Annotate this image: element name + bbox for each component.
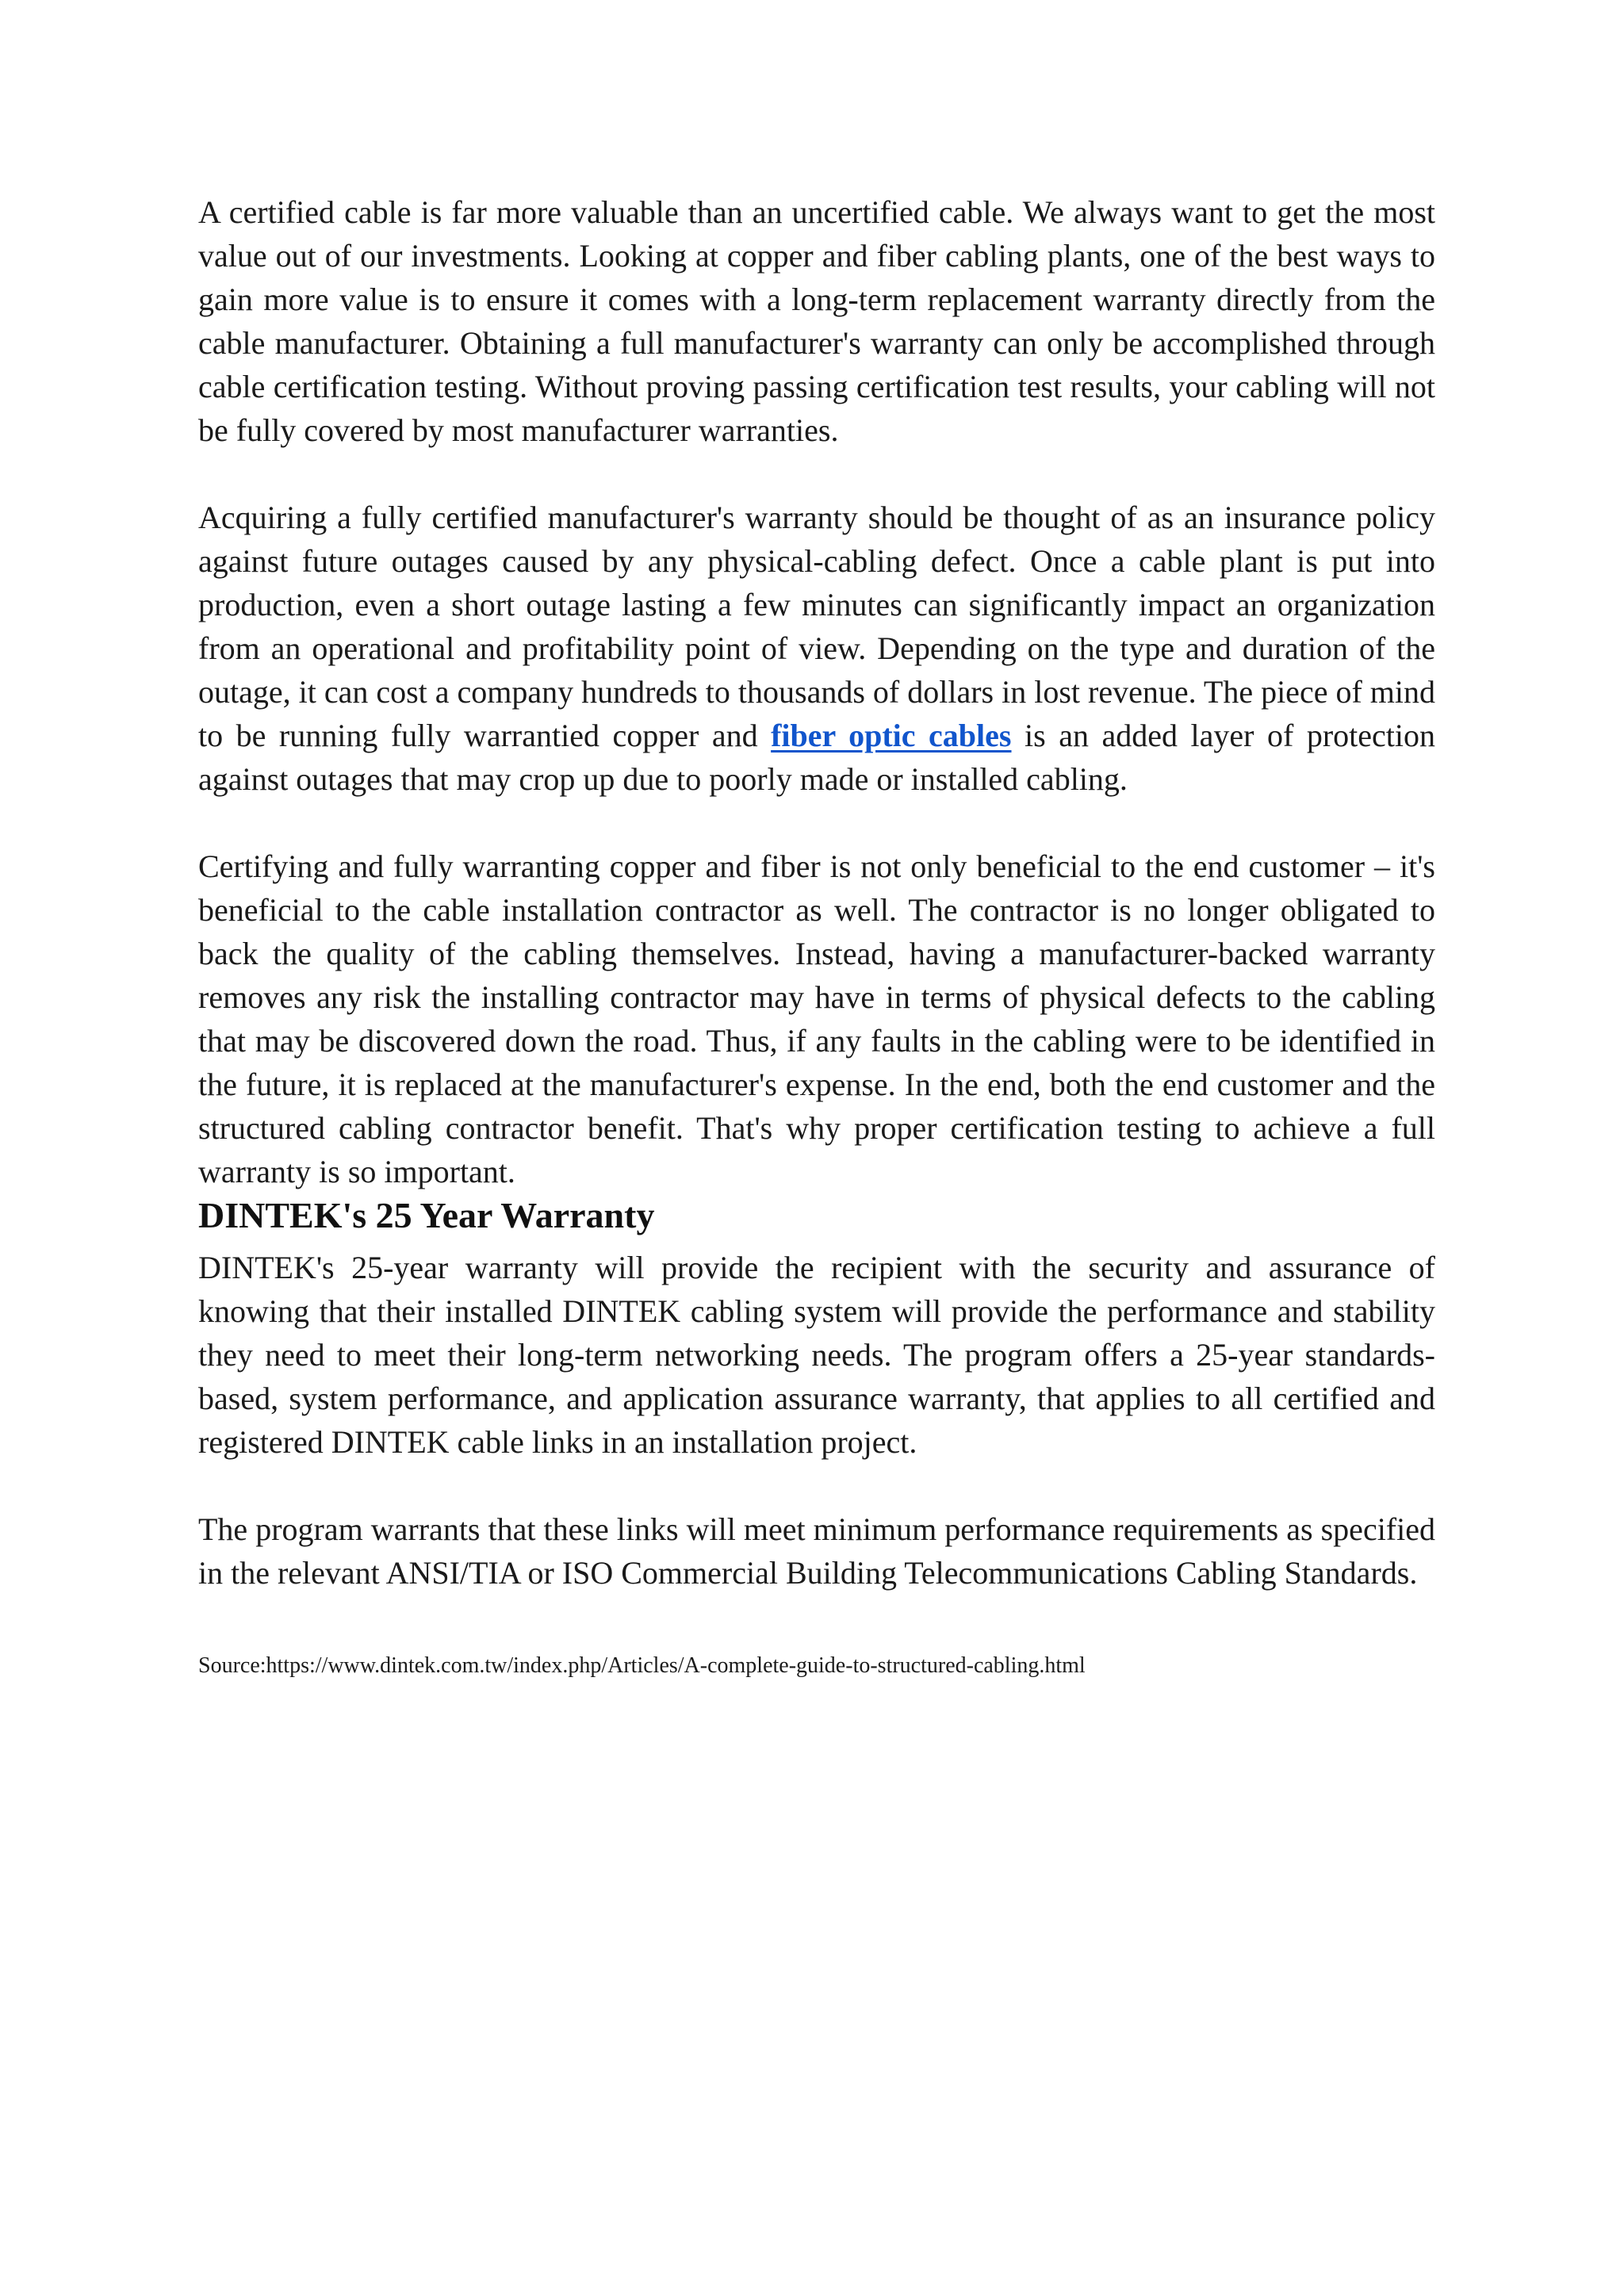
paragraph-warranty-standards: The program warrants that these links will meet minimum performance requirements as specified in the relevant ANSI/TIA or ISO Commercial Building Telecommunications Cabling Standards. [198,1511,1435,1591]
section-heading-warranty: DINTEK's 25 Year Warranty [198,1195,655,1235]
paragraph-insurance-text-after-link: is an added layer of protection against outages that may crop up due to poorly made or installed cabling. [198,718,1436,797]
paragraph-warranty-description: DINTEK's 25-year warranty will provide the recipient with the security and assurance of knowing that their installed DINTEK cabling system will provide the performance and stability they need to meet their long-term networking needs. The program offers a 25-year standards-based, system performance, and application assurance warranty, that applies to all certified and registered DINTEK cable links in an installation project. [198,1250,1435,1460]
document-page [198,190,1435,1680]
paragraph-certified-cable: A certified cable is far more valuable than an uncertified cable. We always want to get the most value out of our investments. Looking at copper and fiber cabling plants, one of the best ways to gain more value is to ensure it comes with a long-term replacement warranty directly from the cable manufacturer. Obtaining a full manufacturer's warranty can only be accomplished through cable certification testing. Without proving passing certification test results, your cabling will not be fully covered by most manufacturer warranties. [198,194,1435,448]
fiber-optic-cables-link[interactable]: fiber optic cables [771,718,1012,753]
source-citation: Source:https://www.dintek.com.tw/index.php/Articles/A-complete-guide-to-structured-cabling.html [198,1653,1086,1678]
paragraph-insurance-text-before-link: Acquiring a fully certified manufacturer's warranty should be thought of as an insurance policy against future outages caused by any physical-cabling defect. Once a cable plant is put into production, even a short outage lasting a few minutes can significantly impact an organization from an operational and profitability point of view. Depending on the type and duration of the outage, it can cost a company hundreds to thousands of dollars in lost revenue. The piece of mind to be running fully warrantied copper and [198,500,1435,753]
paragraph-insurance-policy [198,496,1435,801]
paragraph-contractor-benefit: Certifying and fully warranting copper and fiber is not only beneficial to the end customer – it's beneficial to the cable installation contractor as well. The contractor is no longer obligated to back the quality of the cabling themselves. Instead, having a manufacturer-backed warranty removes any risk the installing contractor may have in terms of physical defects to the cabling that may be discovered down the road. Thus, if any faults in the cabling were to be identified in the future, it is replaced at the manufacturer's expense. In the end, both the end customer and the structured cabling contractor benefit. That's why proper certification testing to achieve a full warranty is so important. [198,848,1435,1189]
